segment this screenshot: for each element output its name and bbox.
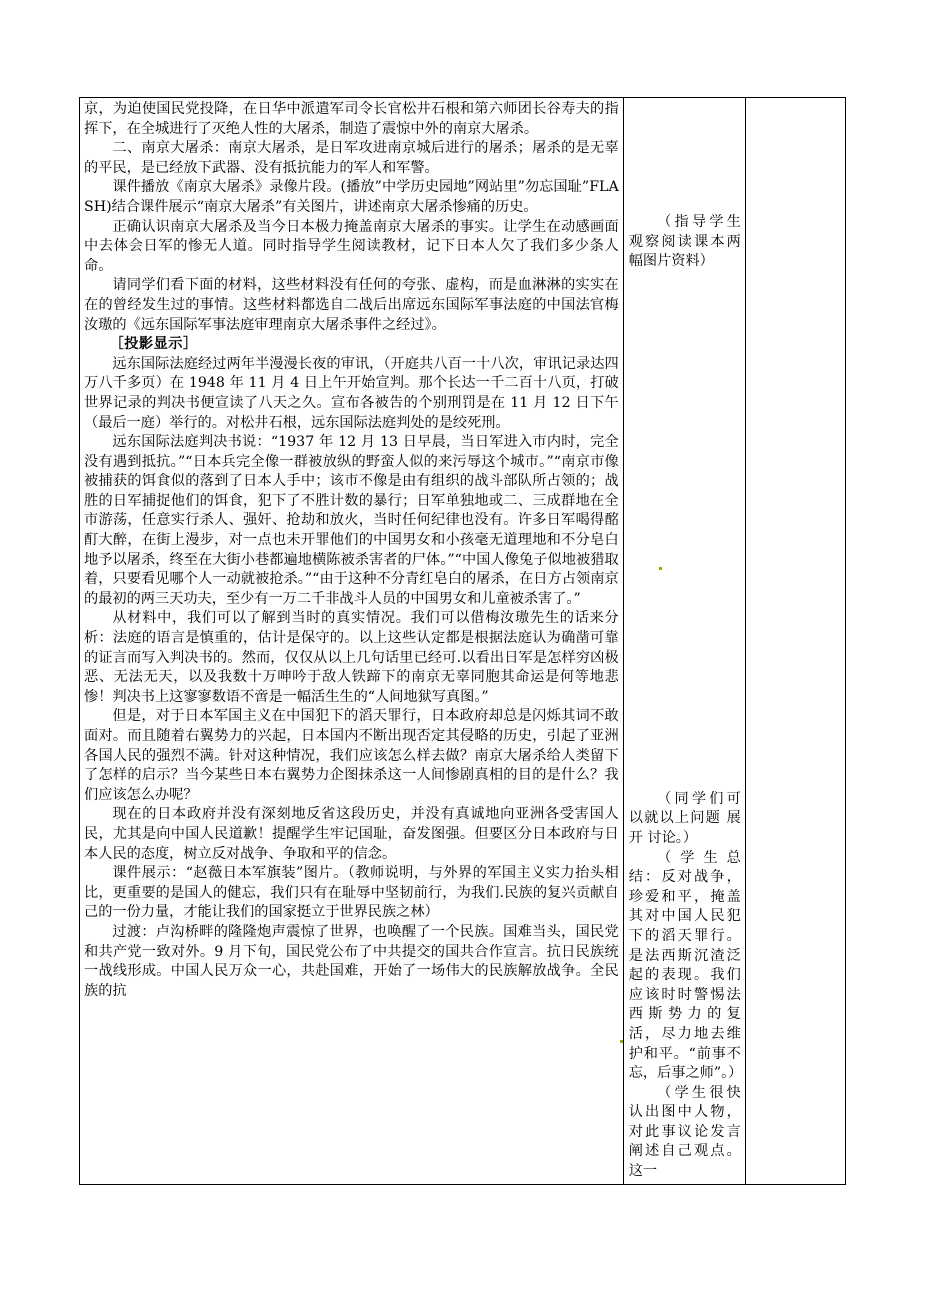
paragraph-analysis: 从材料中，我们可以了解到当时的真实情况。我们可以借梅汝璈先生的话来分析：法庭的语言是慎重的，估计是保守的。以上这些认定都是根据法庭认为确凿可靠的证言而写入判决书的。然而，仅仅从以上几句话里已经可.以看出日军是怎样穷凶极恶、无法无天，以及我数十万呻吟于敌人铁蹄下的南京无辜同胞其命运是何等地悲惨！判决书上这寥寥数语不啻是一幅活生生的“人间地狱写真图。” <box>84 610 619 705</box>
stray-mark <box>659 567 662 570</box>
teaching-content-cell <box>80 98 624 1185</box>
paragraph-transition: 过渡：卢沟桥畔的隆隆炮声震惊了世界，也唤醒了一个民族。国难当头，国民党和共产党一致对外。9 月下旬，国民党公布了中共提交的国共合作宣言。抗日民族统一战线形成。中国人民万众一心，共赴国难，开始了一场伟大的民族解放战争。全民族的抗 <box>84 923 619 999</box>
stray-mark <box>620 1040 623 1043</box>
paragraph-nanjing-massacre-definition: 二、南京大屠杀：南京大屠杀，是日军攻进南京城后进行的屠杀；屠杀的是无辜的平民，是已经放下武器、没有抵抗能力的军人和军警。 <box>84 140 619 176</box>
paragraph-japan-denial: 但是，对于日本军国主义在中国犯下的滔天罪行，日本政府却总是闪烁其词不敢面对。而且随着右翼势力的兴起，日本国内不断出现否定其侵略的历史，引起了亚洲各国人民的强烈不满。针对这种情况，我们应该怎么样去做？南京大屠杀给人类留下了怎样的启示？当今某些日本右翼势力企图抹杀这一人间惨剧真相的目的是什么？我们应该怎么办呢？ <box>84 708 619 803</box>
paragraph-courseware-video: 课件播放《南京大屠杀》录像片段。(播放”中学历史园地”网站里”勿忘国耻”FLASH)结合课件展示“南京大屠杀”有关图片，讲述南京大屠杀惨痛的历史。 <box>84 179 619 215</box>
lesson-plan-table <box>79 97 846 1185</box>
projection-heading: ［投影显示］ <box>109 336 198 353</box>
paragraph-tribunal-trial: 远东国际法庭经过两年半漫漫长夜的审讯，（开庭共八百一十八次，审讯记录达四万八千多页）在 1948 年 11 月 4 日上午开始宣判。那个长达一千二百十八页，打破世界记录的判决书便宣读了八天之久。宣布各被告的个别刑罚是在 11 月 12 日下午（最后一庭）举行的。对松井石根，远东国际法庭判处的是绞死刑。 <box>84 355 619 431</box>
paragraph-correct-understanding: 正确认识南京大屠杀及当今日本极力掩盖南京大屠杀的事实。让学生在动感画面中去体会日军的惨无人道。同时指导学生阅读教材，记下日本人欠了我们多少条人命。 <box>84 218 619 274</box>
paragraph-courseware-image: 课件展示：“赵薇日本军旗装”图片。（教师说明，与外界的军国主义实力抬头相比，更重要的是国人的健忘，我们只有在耻辱中坚韧前行，为我们.民族的复兴贡献自己的一份力量，才能让我们的国家挺立于世界民族之林） <box>84 865 619 921</box>
student-activity-notes <box>624 213 745 1182</box>
teaching-content <box>80 98 623 1001</box>
table-row <box>80 98 846 1185</box>
notes-cell <box>745 98 845 1185</box>
note-observe-pictures: （指导学生观察阅读课本两幅图片资料） <box>628 214 741 270</box>
paragraph-reflection: 现在的日本政府并没有深刻地反省这段历史，并没有真诚地向亚洲各受害国人民，尤其是向中国人民道歉！提醒学生牢记国耻，奋发图强。但要区分日本政府与日本人民的态度，树立反对战争、争取和平的信念。 <box>84 806 619 862</box>
student-activity-cell <box>623 98 745 1185</box>
paragraph-tribunal-judgment: 远东国际法庭判决书说：“1937 年 12 月 13 日早晨，当日军进入市内时，完全没有遇到抵抗。”“日本兵完全像一群被放纵的野蛮人似的来污辱这个城市。”“南京市像被捕获的饵食似的落到了日本人手中；该市不像是由有组织的战斗部队所占领的；战胜的日军捕捉他们的饵食，犯下了不胜计数的暴行；日军单独地或二、三成群地在全市游荡，任意实行杀人、强奸、抢劫和放火，当时任何纪律也没有。许多日军喝得酩酊大醉，在街上漫步，对一点也未开罪他们的中国男女和小孩毫无道理地和不分皂白地予以屠杀，终至在大街小巷都遍地横陈被杀害者的尸体。”“中国人像兔子似地被猎取着，只要看见哪个人一动就被抢杀。”“由于这种不分青红皂白的屠杀，在日方占领南京的最初的两三天功夫，至少有一万二千非战斗人员的中国男女和儿童被杀害了。” <box>84 434 619 607</box>
paragraph-materials-intro: 请同学们看下面的材料，这些材料没有任何的夸张、虚构，而是血淋淋的实实在在的曾经发生过的事情。这些材料都选自二战后出席远东国际军事法庭的中国法官梅汝璈的《远东国际军事法庭审理南京大屠杀事件之经过》。 <box>84 277 619 333</box>
note-discussion: （同学们可以就以上问题 展 开 讨论。） <box>628 790 741 846</box>
paragraph-intro-continuation: 京，为迫使国民党投降，在日华中派遣军司令长官松井石根和第六师团长谷寿夫的指挥下，在全城进行了灭绝人性的大屠杀，制造了震惊中外的南京大屠杀。 <box>84 101 619 137</box>
note-student-summary: （学生总结：反对战争，珍爱和平，掩盖其对中国人民犯下的滔天罪行。是法西斯沉渣泛起的表现。我们应该时时警惕法西斯势力的复活，尽力地去维护和平。“前事不忘，后事之师”。） <box>628 849 743 1082</box>
note-student-response: （学生很快认出图中人物，对此事议论发言阐述自己观点。这一 <box>628 1084 741 1180</box>
